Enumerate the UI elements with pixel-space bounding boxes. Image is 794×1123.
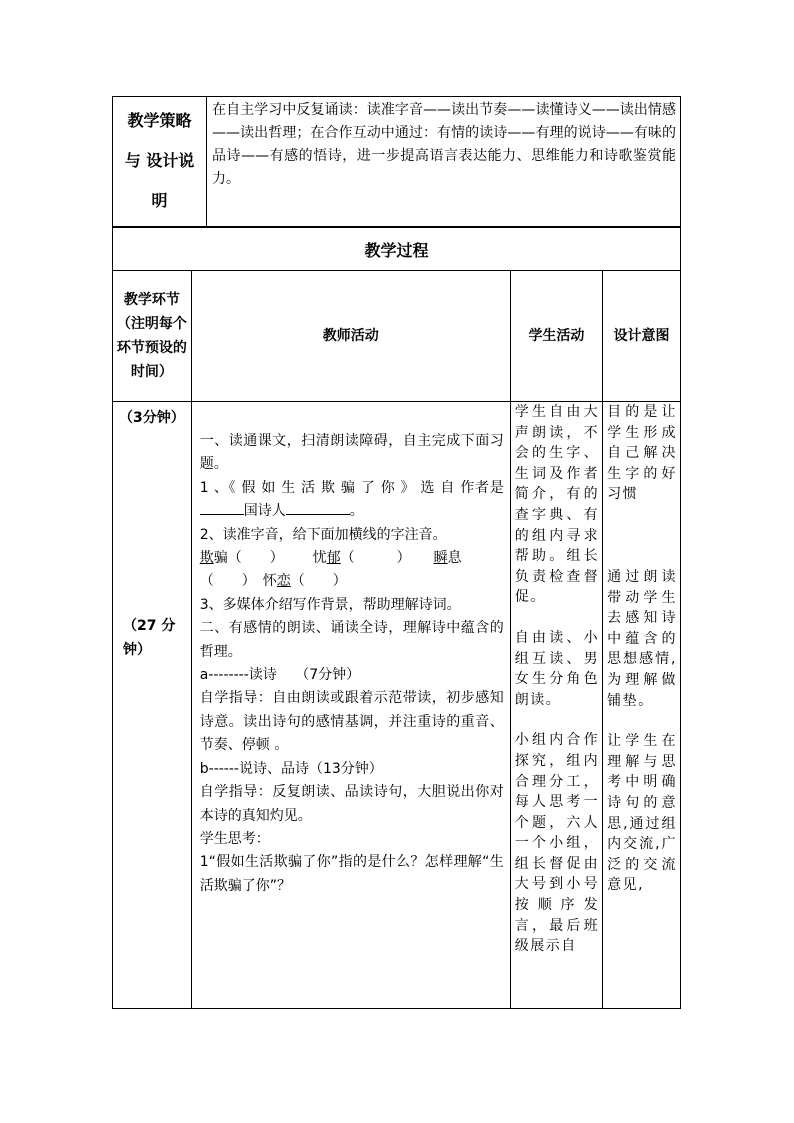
teacher-line: 自学指导：反复朗读、品读诗句，大胆说出你对本诗的真知灼见。: [199, 784, 504, 824]
teacher-line: 2、读准字音，给下面加横线的字注音。: [199, 526, 447, 543]
question-1-text-2: 国诗人: [243, 503, 286, 520]
underlined-char: 恋: [276, 573, 291, 590]
student-paragraph: 小组内合作探究，组内合理分工，每人思考一个题，六人一个小组，组长督促由大号到小号按顺序发言，最后班级展示自: [514, 732, 600, 955]
strategy-table: [112, 96, 681, 227]
strategy-label: [113, 97, 206, 221]
teacher-line: 3、多媒体介绍写作背景，帮助理解诗词。: [199, 596, 461, 613]
student-paragraph: 学生自由大声朗读，不会的生字、生词及作者简介，有的查字典、有的组内寻求帮助。组长负责检查督促。: [514, 404, 600, 606]
intent-paragraph: 通过朗读带动学生去感知诗中蕴含的思想感情,为理解做铺垫。: [607, 568, 677, 709]
teacher-line: 1“假如生活欺骗了你”指的是什么？怎样理解“生活欺骗了你”？: [199, 854, 504, 894]
word-start: 忧: [312, 550, 327, 567]
process-table: [112, 227, 681, 1009]
pinyin-line: [200, 547, 504, 570]
time-segment-1: （3分钟）: [119, 410, 185, 426]
teacher-line: 一、读通课文，扫清朗读障碍，自主完成下面习题。: [199, 433, 504, 473]
teacher-line: 二、有感情的朗读、诵读全诗，理解诗中蕴含的哲理。: [199, 620, 504, 660]
underlined-char: 瞬: [433, 550, 448, 567]
strategy-label-line3: 明: [151, 191, 168, 210]
word-rest: （ ）: [290, 573, 347, 590]
teacher-activity-cell: [191, 402, 510, 1009]
word-rest: 骗（ ）: [213, 550, 284, 567]
stage-time-cell: [113, 402, 192, 1009]
time-segment-2: （27 分钟）: [123, 618, 176, 658]
underlined-char: 郁: [326, 550, 341, 567]
student-activity-cell: [510, 402, 602, 1009]
pinyin-line: [200, 570, 504, 593]
question-1-end: 。: [349, 503, 364, 520]
intent-paragraph: 目的是让学生形成自己解决生字的好习惯: [607, 404, 677, 503]
header-teacher: 教师活动: [191, 271, 510, 402]
header-intent: 设计意图: [603, 271, 681, 402]
teacher-activity: [192, 402, 510, 898]
design-intent: [603, 402, 680, 896]
student-paragraph: 自由读、小组互读、男女生分角色朗读。: [514, 629, 600, 708]
underlined-char: 欺: [199, 550, 214, 567]
strategy-label-line2: 与 设计说: [124, 151, 195, 170]
teacher-line: b------说诗、品诗（13分钟）: [199, 760, 383, 777]
header-student: 学生活动: [510, 271, 602, 402]
strategy-text: 在自主学习中反复诵读：读准字音——读出节奏——读懂诗义——读出情感——读出哲理；在合作互动中通过：有情的读诗——有理的说诗——有味的品诗——有感的悟诗，进一步提高语言表达能力、思维能力和诗歌鉴赏能力。: [212, 102, 676, 187]
strategy-label-line1: 教学策略: [127, 111, 192, 130]
student-activity: [511, 402, 602, 957]
teacher-line: [200, 477, 504, 524]
teacher-line: 学生思考：: [199, 830, 270, 847]
header-stage: 教学环节（注明每个环节预设的时间）: [113, 271, 192, 402]
answer-blank[interactable]: [200, 500, 244, 515]
answer-blank[interactable]: [286, 500, 350, 515]
process-title: 教学过程: [113, 228, 681, 271]
strategy-label-cell: [113, 97, 207, 227]
word-rest: 息: [447, 550, 462, 567]
question-1-text: 1 、《 假 如 生 活 欺 骗 了 你 》 选 自 作者是: [199, 479, 504, 496]
word-start: （ ） 怀: [199, 573, 277, 590]
design-intent-cell: [603, 402, 681, 1009]
word-rest: （ ）: [340, 550, 411, 567]
teacher-line: a--------读诗 （7分钟）: [199, 667, 361, 684]
teacher-line: 自学指导：自由朗读或跟着示范带读，初步感知诗意。读出诗句的感情基调，并注重诗的重音、节奏、停顿 。: [199, 690, 504, 754]
intent-paragraph: 让学生在理解与思考中明确诗句的意思,通过组内交流,广泛的交流意见,: [607, 733, 677, 894]
strategy-text-cell: [207, 97, 681, 227]
